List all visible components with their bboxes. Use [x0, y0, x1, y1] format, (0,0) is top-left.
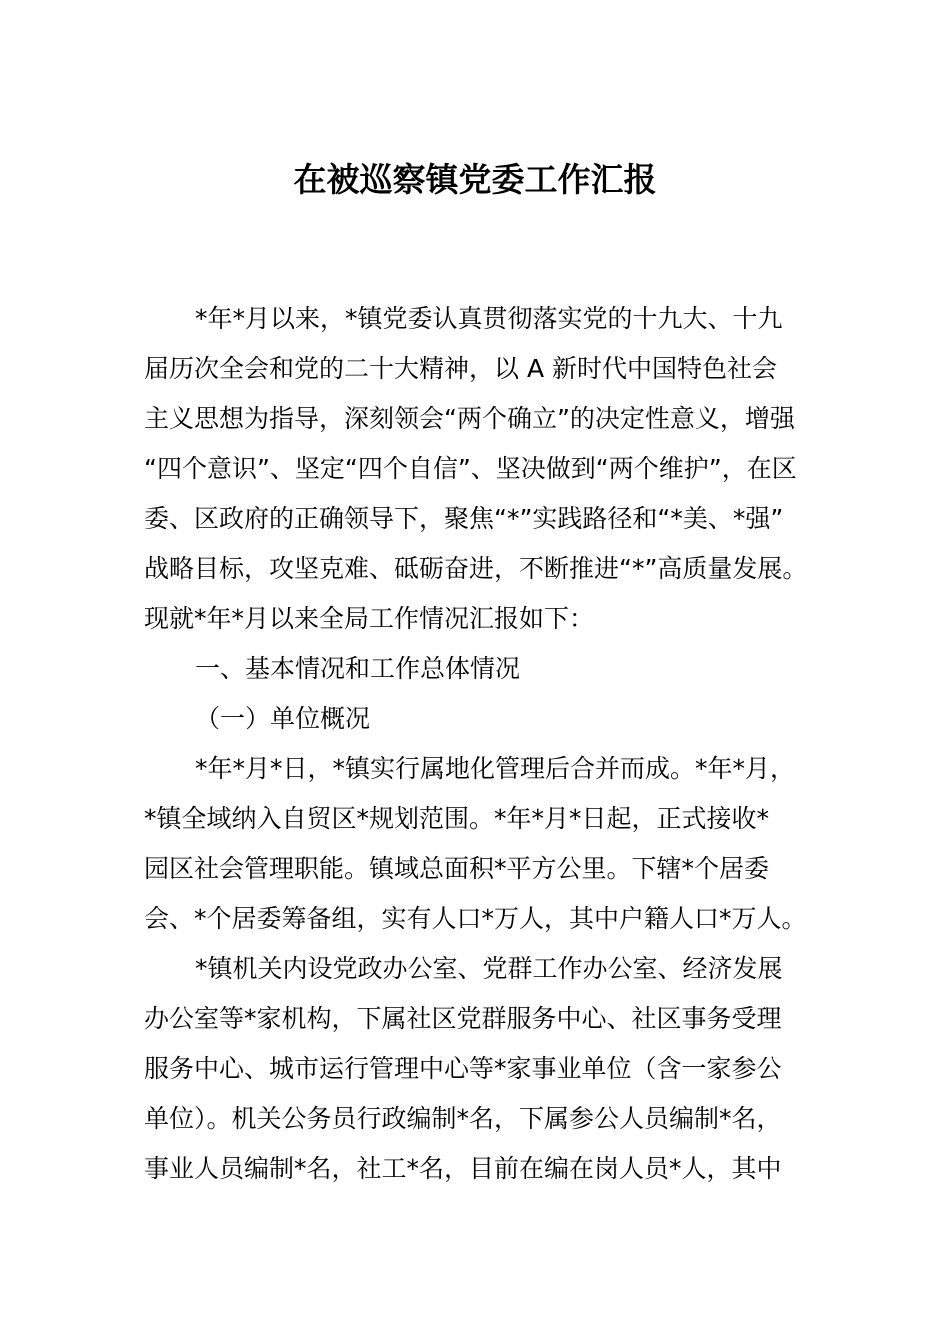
paragraph-1-line-6: 战略目标，攻坚克难、砥砺奋进，不断推进“*”高质量发展。 [144, 554, 808, 583]
paragraph-2-line-2: *镇全域纳入自贸区*规划范围。*年*月*日起，正式接收* [144, 804, 770, 833]
paragraph-1-line-7: 现就*年*月以来全局工作情况汇报如下： [144, 604, 595, 633]
paragraph-1-line-5: 委、区政府的正确领导下，聚焦“*”实践路径和“*美、*强” [144, 504, 784, 533]
paragraph-3-line-2: 办公室等*家机构，下属社区党群服务中心、社区事务受理 [144, 1004, 782, 1033]
paragraph-3-line-4: 单位）。机关公务员行政编制*名，下属参公人员编制*名， [144, 1104, 782, 1133]
paragraph-3-line-5: 事业人员编制*名，社工*名，目前在编在岗人员*人，其中 [144, 1154, 782, 1183]
paragraph-3-line-1: *镇机关内设党政办公室、党群工作办公室、经济发展 [195, 954, 783, 983]
paragraph-2-line-4: 会、*个居委筹备组，实有人口*万人，其中户籍人口*万人。 [144, 904, 807, 933]
document-title: 在被巡察镇党委工作汇报 [293, 160, 657, 199]
section-heading-1: 一、基本情况和工作总体情况 [195, 654, 521, 683]
paragraph-1-line-3: 主义思想为指导，深刻领会“两个确立”的决定性意义，增强 [144, 404, 795, 433]
paragraph-2-line-3: 园区社会管理职能。镇域总面积*平方公里。下辖*个居委 [144, 854, 770, 883]
paragraph-1-line-4: “四个意识”、坚定“四个自信”、坚决做到“两个维护”，在区 [144, 454, 797, 483]
paragraph-1-line-2: 届历次全会和党的二十大精神，以 A 新时代中国特色社会 [144, 354, 777, 383]
paragraph-2-line-1: *年*月*日，*镇实行属地化管理后合并而成。*年*月， [195, 754, 796, 783]
paragraph-1-line-1: *年*月以来，*镇党委认真贯彻落实党的十九大、十九 [195, 304, 783, 333]
subsection-heading-1: （一）单位概况 [195, 704, 371, 733]
paragraph-3-line-3: 服务中心、城市运行管理中心等*家事业单位（含一家参公 [144, 1054, 782, 1083]
